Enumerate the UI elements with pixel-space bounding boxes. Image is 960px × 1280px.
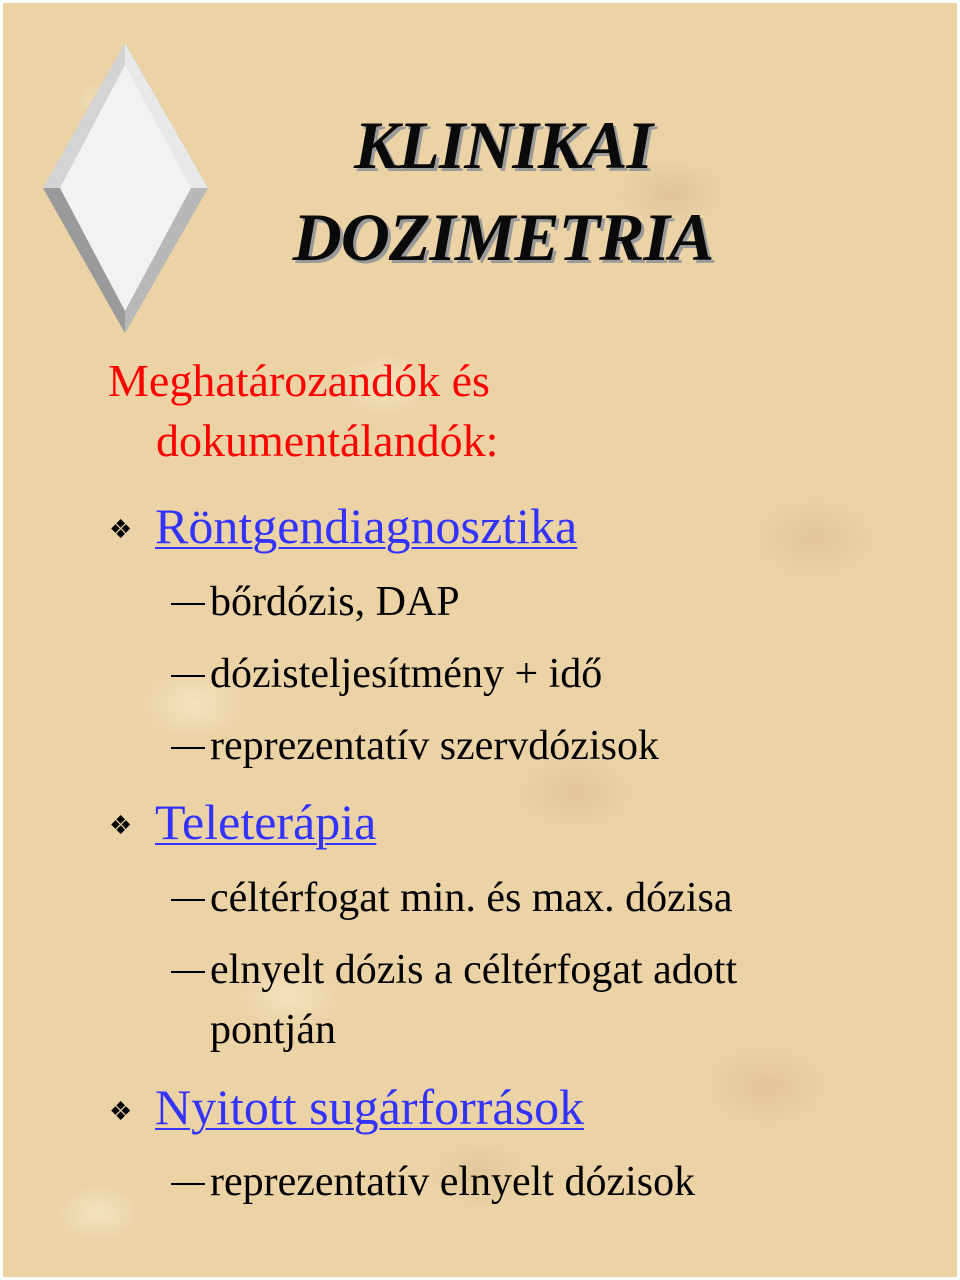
diamond-icon <box>43 43 208 333</box>
section-label-rontgendiagnosztika[interactable]: Röntgendiagnosztika <box>155 498 578 554</box>
dash-icon <box>171 603 205 605</box>
section-label-nyitott-sugarforrasok[interactable]: Nyitott sugárforrások <box>155 1079 585 1135</box>
heading-line-2: dokumentálandók: <box>156 415 499 466</box>
list-item: elnyelt dózis a céltérfogat adott <box>210 947 738 993</box>
four-diamond-bullet-icon: ❖ <box>109 515 133 544</box>
dash-icon <box>171 675 205 677</box>
section-heading <box>108 351 498 471</box>
list-item-continuation: pontján <box>210 1007 336 1053</box>
four-diamond-bullet-icon: ❖ <box>109 811 133 840</box>
dash-icon <box>171 971 205 973</box>
title-line-2: DOZIMETRIA <box>292 199 714 275</box>
dash-icon <box>171 1183 205 1185</box>
list-item: dózisteljesítmény + idő <box>210 651 603 697</box>
section-label-teleterapia[interactable]: Teleterápia <box>155 794 377 850</box>
list-item: céltérfogat min. és max. dózisa <box>210 875 733 921</box>
list-item: reprezentatív elnyelt dózisok <box>210 1159 696 1205</box>
four-diamond-bullet-icon: ❖ <box>109 1097 133 1126</box>
list-item: reprezentatív szervdózisok <box>210 723 659 769</box>
dash-icon <box>171 899 205 901</box>
dash-icon <box>171 747 205 749</box>
list-item: bőrdózis, DAP <box>210 579 460 625</box>
heading-line-1: Meghatározandók és <box>108 355 490 406</box>
title-line-1: KLINIKAI <box>353 107 653 183</box>
